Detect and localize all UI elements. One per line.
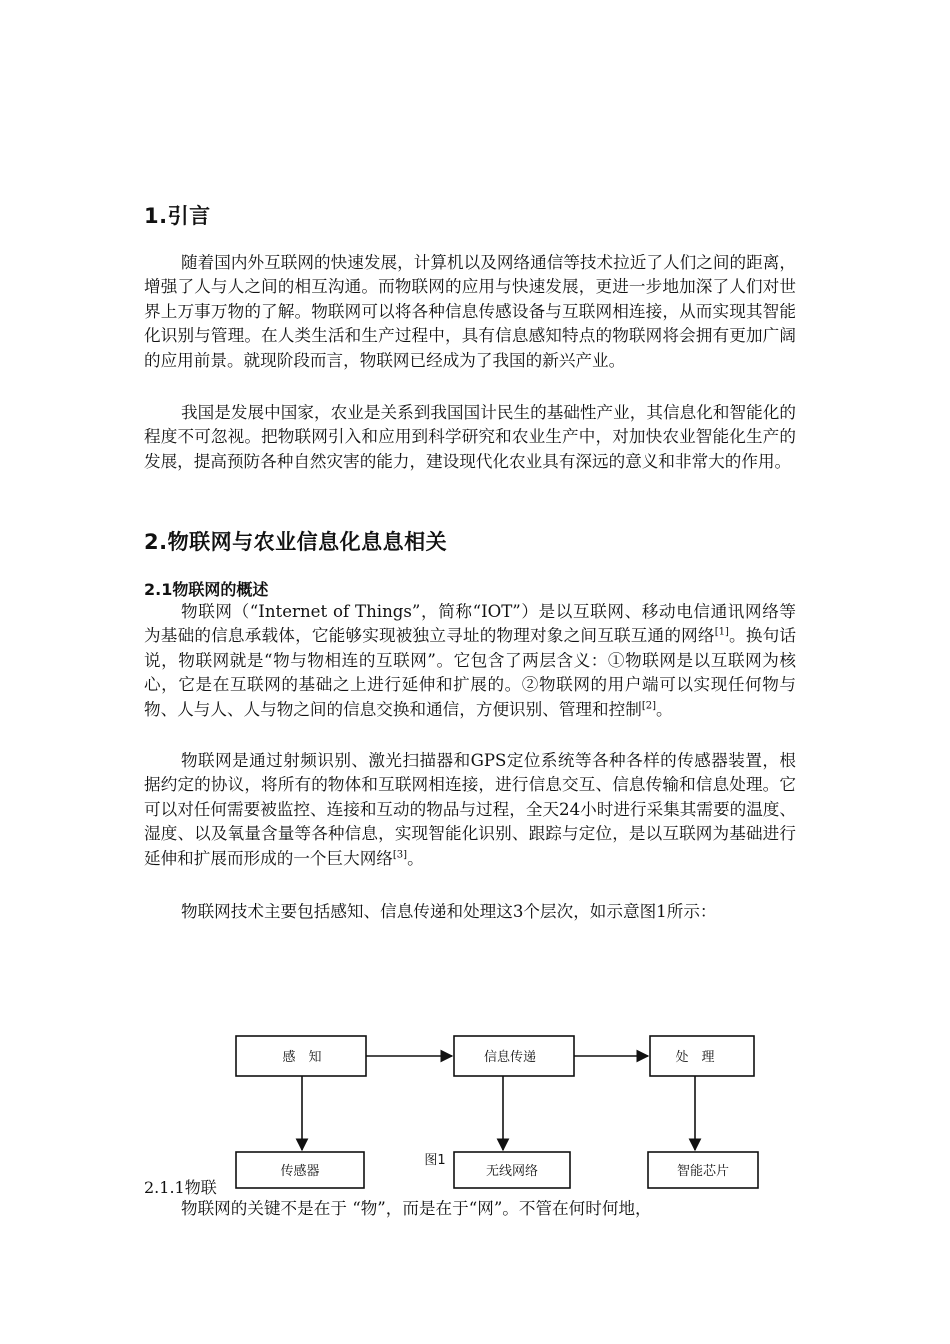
section-1-paragraph-1: 随着国内外互联网的快速发展，计算机以及网络通信等技术拉近了人们之间的距离，增强了人与人之间的相互沟通。而物联网的应用与快速发展，更进一步地加深了人们对世界上万事万物的了解。物联网可以将各种信息传感设备与互联网相连接，从而实现其智能化识别与管理。在人类生活和生产过程中，具有信息感知特点的物联网将会拥有更加广阔的应用前景。就现阶段而言，物联网已经成为了我国的新兴产业。 bbox=[144, 253, 796, 370]
paragraph-text: 。 bbox=[655, 699, 673, 719]
box-transfer-label: 信息传递 bbox=[483, 1050, 537, 1065]
citation-1: [1] bbox=[714, 626, 729, 638]
paragraph-text: 物联网是通过射频识别、激光扫描器和GPS定位系统等各种各样的传感器装置，根据约定的协议，将所有的物体和互联网相连接，进行信息交互、信息传输和信息处理。它可以对任何需要被监控、连接和互动的物品与过程，全天24小时进行采集其需要的温度、湿度、以及氧量含量等各种信息，实现智能化识别、跟踪与定位，是以互联网为基础进行延伸和扩展而形成的一个巨大网络 bbox=[144, 751, 796, 868]
figure-1-diagram bbox=[230, 1030, 770, 1192]
citation-3: [3] bbox=[392, 849, 408, 861]
box-wireless-label: 无线网络 bbox=[485, 1164, 539, 1179]
section-2-1-1-title: 2.1.1物联 bbox=[144, 1178, 217, 1197]
section-1-paragraph-2: 我国是发展中国家，农业是关系到我国国计民生的基础性产业，其信息化和智能化的程度不可忽视。把物联网引入和应用到科学研究和农业生产中，对加快农业智能化生产的发展，提高预防各种自然灾害的能力，建设现代化农业具有深远的意义和非常大的作用。 bbox=[144, 403, 796, 471]
section-2-title: 2.物联网与农业信息化息息相关 bbox=[144, 530, 448, 554]
box-process-label: 处 理 bbox=[675, 1050, 715, 1065]
box-sensor-label: 传感器 bbox=[280, 1164, 320, 1179]
paragraph-text: 。 bbox=[407, 848, 424, 868]
box-sense-label: 感 知 bbox=[282, 1050, 322, 1065]
section-2-1-paragraph-1 bbox=[144, 600, 796, 722]
paragraph-text: 。换句话说，物联网就是“物与物相连的互联网”。它包含了两层含义：①物联网是以互联网为核心，它是在互联网的基础之上进行延伸和扩展的。②物联网的用户端可以实现任何物与物、人与人、人与物之间的信息交换和通信，方便识别、管理和控制 bbox=[144, 626, 796, 719]
citation-2: [2] bbox=[641, 700, 656, 712]
section-1-title: 1.引言 bbox=[144, 204, 211, 228]
section-2-1-title: 2.1物联网的概述 bbox=[144, 580, 269, 599]
figure-caption: 图1 bbox=[424, 1153, 446, 1168]
box-chip-label: 智能芯片 bbox=[676, 1164, 730, 1179]
section-2-1-paragraph-2 bbox=[144, 749, 796, 871]
section-2-1-paragraph-3: 物联网技术主要包括感知、信息传递和处理这3个层次，如示意图1所示： bbox=[181, 902, 717, 921]
section-2-1-1-paragraph-1: 物联网的关键不是在于 “物”，而是在于“网”。不管在何时何地， bbox=[181, 1199, 652, 1218]
paragraph-text: 物联网（“Internet of Things”，简称“IOT”）是以互联网、移动电信通讯网络等为基础的信息承载体，它能够实现被独立寻址的物理对象之间互联互通的网络 bbox=[144, 602, 796, 646]
